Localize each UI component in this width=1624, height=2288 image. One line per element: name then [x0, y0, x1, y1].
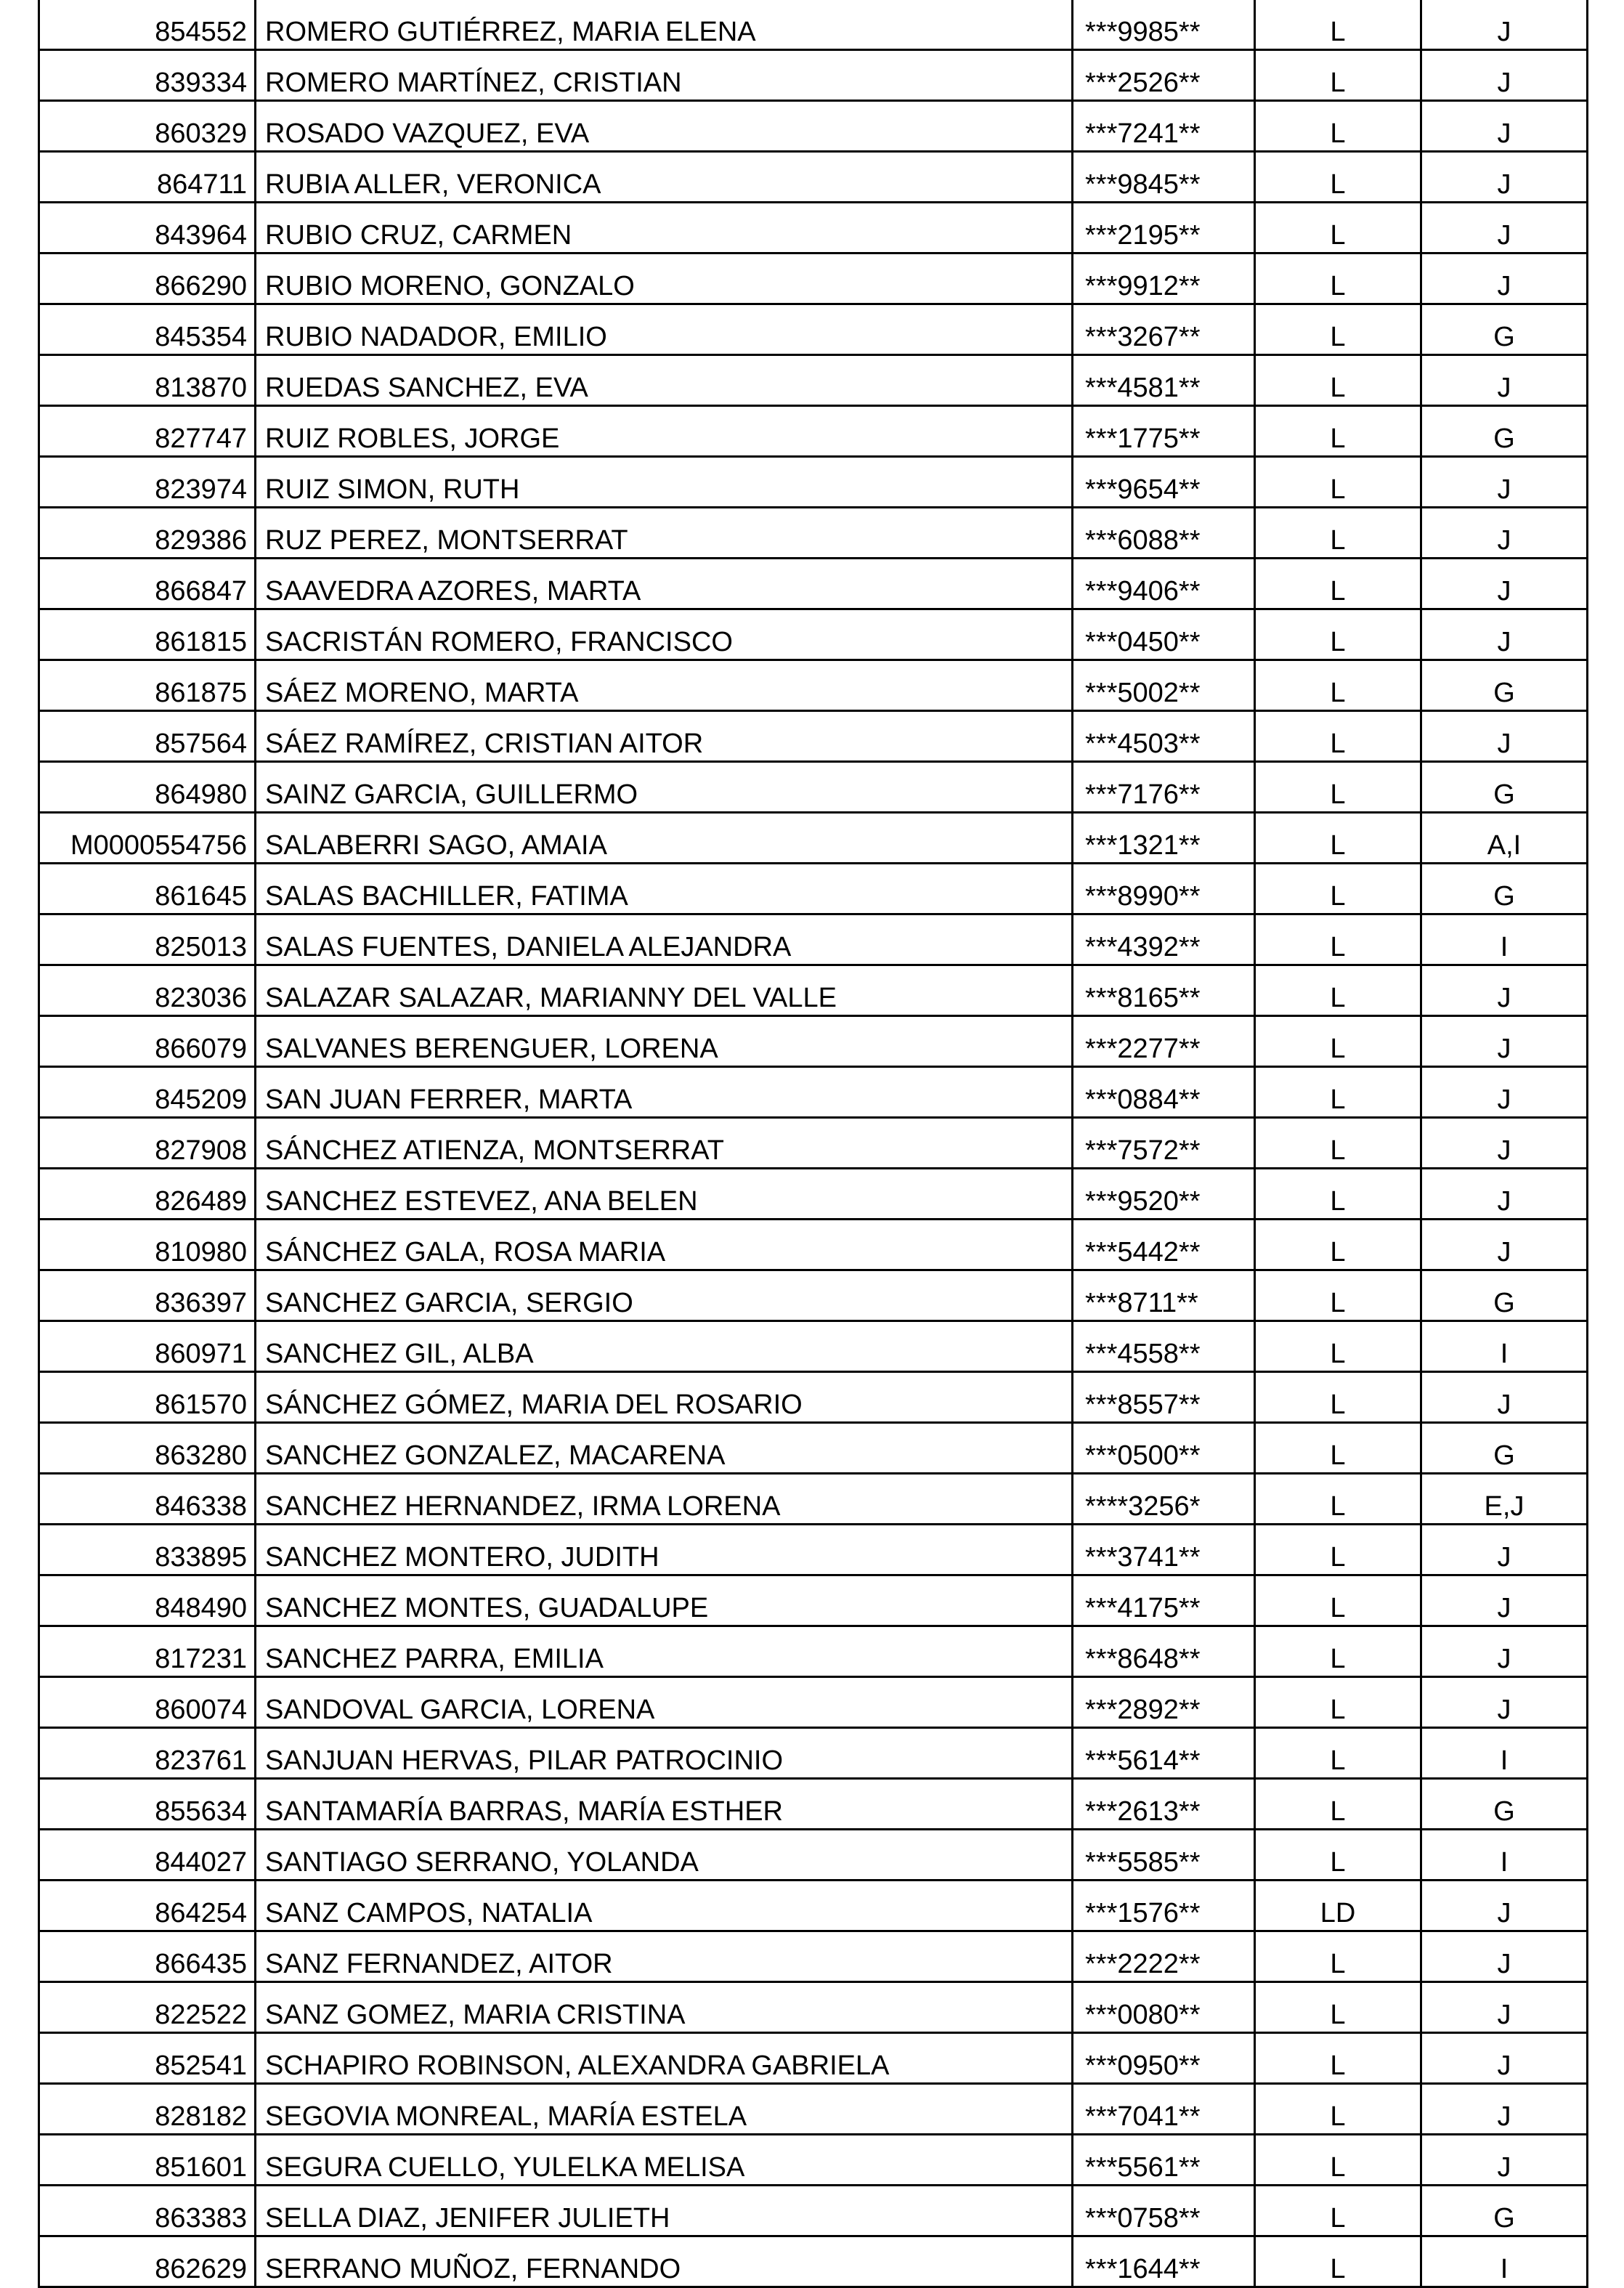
- cell-turno: L: [1255, 762, 1421, 813]
- cell-name: SANJUAN HERVAS, PILAR PATROCINIO: [256, 1728, 1073, 1779]
- cell-id: 823036: [39, 965, 256, 1016]
- cell-categoria: J: [1421, 1931, 1588, 1982]
- cell-turno: L: [1255, 1016, 1421, 1067]
- cell-categoria: I: [1421, 1728, 1588, 1779]
- cell-id: 846338: [39, 1474, 256, 1525]
- cell-turno: L: [1255, 1372, 1421, 1423]
- cell-id: 827747: [39, 406, 256, 457]
- cell-id: 843964: [39, 203, 256, 253]
- cell-id: 863280: [39, 1423, 256, 1474]
- cell-dni: ***0950**: [1073, 2033, 1255, 2084]
- cell-categoria: J: [1421, 559, 1588, 609]
- cell-id: 810980: [39, 1220, 256, 1270]
- table-row: [39, 1626, 1588, 1677]
- cell-categoria: J: [1421, 1220, 1588, 1270]
- cell-dni: ***1321**: [1073, 813, 1255, 864]
- cell-dni: ***9845**: [1073, 152, 1255, 203]
- cell-name: RUBIO NADADOR, EMILIO: [256, 304, 1073, 355]
- cell-name: RUBIO MORENO, GONZALO: [256, 253, 1073, 304]
- cell-turno: L: [1255, 406, 1421, 457]
- table-row: [39, 1830, 1588, 1881]
- cell-categoria: J: [1421, 1118, 1588, 1169]
- cell-name: SANCHEZ MONTES, GUADALUPE: [256, 1575, 1073, 1626]
- cell-turno: LD: [1255, 1881, 1421, 1931]
- cell-id: 833895: [39, 1525, 256, 1575]
- cell-categoria: G: [1421, 660, 1588, 711]
- cell-dni: ***2526**: [1073, 50, 1255, 101]
- cell-turno: L: [1255, 864, 1421, 914]
- table-row: [39, 762, 1588, 813]
- table-row: [39, 457, 1588, 508]
- cell-turno: L: [1255, 2186, 1421, 2236]
- cell-id: 864980: [39, 762, 256, 813]
- cell-id: 845209: [39, 1067, 256, 1118]
- table-row: [39, 253, 1588, 304]
- cell-categoria: J: [1421, 457, 1588, 508]
- cell-dni: ***0758**: [1073, 2186, 1255, 2236]
- cell-name: RUIZ SIMON, RUTH: [256, 457, 1073, 508]
- cell-categoria: J: [1421, 609, 1588, 660]
- cell-dni: ***2277**: [1073, 1016, 1255, 1067]
- cell-id: 823974: [39, 457, 256, 508]
- cell-id: 855634: [39, 1779, 256, 1830]
- cell-name: SANZ GOMEZ, MARIA CRISTINA: [256, 1982, 1073, 2033]
- cell-categoria: G: [1421, 406, 1588, 457]
- cell-turno: L: [1255, 609, 1421, 660]
- cell-name: ROSADO VAZQUEZ, EVA: [256, 101, 1073, 152]
- cell-dni: ***0500**: [1073, 1423, 1255, 1474]
- cell-name: SANCHEZ MONTERO, JUDITH: [256, 1525, 1073, 1575]
- table-row: [39, 152, 1588, 203]
- table-row: [39, 965, 1588, 1016]
- cell-turno: L: [1255, 1525, 1421, 1575]
- table-row: [39, 355, 1588, 406]
- cell-categoria: J: [1421, 965, 1588, 1016]
- cell-name: SÁNCHEZ GALA, ROSA MARIA: [256, 1220, 1073, 1270]
- cell-categoria: J: [1421, 253, 1588, 304]
- cell-id: 857564: [39, 711, 256, 762]
- cell-id: M0000554756: [39, 813, 256, 864]
- cell-dni: ***1644**: [1073, 2236, 1255, 2287]
- cell-turno: L: [1255, 355, 1421, 406]
- cell-turno: L: [1255, 457, 1421, 508]
- cell-name: SANCHEZ ESTEVEZ, ANA BELEN: [256, 1169, 1073, 1220]
- cell-categoria: J: [1421, 2033, 1588, 2084]
- cell-dni: ****3256*: [1073, 1474, 1255, 1525]
- cell-dni: ***9912**: [1073, 253, 1255, 304]
- cell-id: 861815: [39, 609, 256, 660]
- cell-id: 864254: [39, 1881, 256, 1931]
- cell-name: SALABERRI SAGO, AMAIA: [256, 813, 1073, 864]
- table-row: [39, 609, 1588, 660]
- table-row: [39, 2236, 1588, 2287]
- cell-turno: L: [1255, 101, 1421, 152]
- cell-name: SALAS FUENTES, DANIELA ALEJANDRA: [256, 914, 1073, 965]
- cell-categoria: G: [1421, 304, 1588, 355]
- table-row: [39, 711, 1588, 762]
- table-row: [39, 50, 1588, 101]
- cell-dni: ***1576**: [1073, 1881, 1255, 1931]
- cell-turno: L: [1255, 1270, 1421, 1321]
- table-row: [39, 1169, 1588, 1220]
- cell-name: RUZ PEREZ, MONTSERRAT: [256, 508, 1073, 559]
- cell-id: 864711: [39, 152, 256, 203]
- cell-categoria: J: [1421, 1169, 1588, 1220]
- cell-categoria: J: [1421, 355, 1588, 406]
- table-row: [39, 203, 1588, 253]
- cell-dni: ***7572**: [1073, 1118, 1255, 1169]
- cell-id: 813870: [39, 355, 256, 406]
- cell-dni: ***9520**: [1073, 1169, 1255, 1220]
- cell-name: SALAZAR SALAZAR, MARIANNY DEL VALLE: [256, 965, 1073, 1016]
- cell-dni: ***4503**: [1073, 711, 1255, 762]
- cell-categoria: A,I: [1421, 813, 1588, 864]
- table-row: [39, 1728, 1588, 1779]
- cell-categoria: J: [1421, 203, 1588, 253]
- table-row: [39, 559, 1588, 609]
- cell-dni: ***0884**: [1073, 1067, 1255, 1118]
- table-row: [39, 1931, 1588, 1982]
- cell-dni: ***4581**: [1073, 355, 1255, 406]
- cell-turno: L: [1255, 1321, 1421, 1372]
- cell-dni: ***8557**: [1073, 1372, 1255, 1423]
- cell-categoria: I: [1421, 1830, 1588, 1881]
- cell-id: 852541: [39, 2033, 256, 2084]
- cell-turno: L: [1255, 660, 1421, 711]
- cell-categoria: J: [1421, 152, 1588, 203]
- cell-id: 851601: [39, 2135, 256, 2186]
- cell-categoria: J: [1421, 1575, 1588, 1626]
- cell-id: 823761: [39, 1728, 256, 1779]
- cell-id: 861570: [39, 1372, 256, 1423]
- cell-id: 839334: [39, 50, 256, 101]
- cell-name: SANTAMARÍA BARRAS, MARÍA ESTHER: [256, 1779, 1073, 1830]
- table-row: [39, 1067, 1588, 1118]
- cell-name: SANZ CAMPOS, NATALIA: [256, 1881, 1073, 1931]
- cell-name: SÁNCHEZ ATIENZA, MONTSERRAT: [256, 1118, 1073, 1169]
- cell-name: SANCHEZ GIL, ALBA: [256, 1321, 1073, 1372]
- cell-dni: ***2613**: [1073, 1779, 1255, 1830]
- cell-turno: L: [1255, 813, 1421, 864]
- cell-dni: ***5442**: [1073, 1220, 1255, 1270]
- cell-categoria: G: [1421, 1423, 1588, 1474]
- cell-name: RUEDAS SANCHEZ, EVA: [256, 355, 1073, 406]
- cell-name: SEGURA CUELLO, YULELKA MELISA: [256, 2135, 1073, 2186]
- cell-dni: ***5561**: [1073, 2135, 1255, 2186]
- cell-categoria: J: [1421, 1626, 1588, 1677]
- cell-id: 861645: [39, 864, 256, 914]
- table-row: [39, 914, 1588, 965]
- cell-categoria: G: [1421, 864, 1588, 914]
- cell-turno: L: [1255, 1169, 1421, 1220]
- cell-categoria: J: [1421, 2135, 1588, 2186]
- cell-id: 866290: [39, 253, 256, 304]
- table-row: [39, 1372, 1588, 1423]
- cell-turno: L: [1255, 1220, 1421, 1270]
- cell-categoria: I: [1421, 1321, 1588, 1372]
- cell-id: 822522: [39, 1982, 256, 2033]
- cell-turno: L: [1255, 1982, 1421, 2033]
- cell-name: SELLA DIAZ, JENIFER JULIETH: [256, 2186, 1073, 2236]
- table-row: [39, 1982, 1588, 2033]
- cell-id: 848490: [39, 1575, 256, 1626]
- cell-turno: L: [1255, 1575, 1421, 1626]
- table-row: [39, 813, 1588, 864]
- cell-categoria: J: [1421, 1525, 1588, 1575]
- cell-categoria: J: [1421, 0, 1588, 50]
- table-row: [39, 2033, 1588, 2084]
- table-row: [39, 1525, 1588, 1575]
- cell-name: SAINZ GARCIA, GUILLERMO: [256, 762, 1073, 813]
- cell-name: SÁEZ MORENO, MARTA: [256, 660, 1073, 711]
- cell-id: 836397: [39, 1270, 256, 1321]
- cell-turno: L: [1255, 1626, 1421, 1677]
- cell-dni: ***5585**: [1073, 1830, 1255, 1881]
- cell-id: 829386: [39, 508, 256, 559]
- cell-categoria: J: [1421, 101, 1588, 152]
- cell-dni: ***2892**: [1073, 1677, 1255, 1728]
- cell-id: 845354: [39, 304, 256, 355]
- cell-id: 826489: [39, 1169, 256, 1220]
- cell-dni: ***8165**: [1073, 965, 1255, 1016]
- table-row: [39, 1881, 1588, 1931]
- cell-dni: ***9406**: [1073, 559, 1255, 609]
- cell-turno: L: [1255, 1931, 1421, 1982]
- cell-turno: L: [1255, 2084, 1421, 2135]
- table-row: [39, 1474, 1588, 1525]
- table-row: [39, 508, 1588, 559]
- cell-categoria: G: [1421, 762, 1588, 813]
- table-row: [39, 406, 1588, 457]
- cell-categoria: G: [1421, 1779, 1588, 1830]
- cell-turno: L: [1255, 1474, 1421, 1525]
- cell-name: SANCHEZ GARCIA, SERGIO: [256, 1270, 1073, 1321]
- table-row: [39, 1321, 1588, 1372]
- table-body: [39, 0, 1588, 2287]
- cell-dni: ***8711**: [1073, 1270, 1255, 1321]
- cell-dni: ***8990**: [1073, 864, 1255, 914]
- cell-categoria: I: [1421, 2236, 1588, 2287]
- cell-id: 860074: [39, 1677, 256, 1728]
- cell-name: SANTIAGO SERRANO, YOLANDA: [256, 1830, 1073, 1881]
- cell-dni: ***1775**: [1073, 406, 1255, 457]
- cell-dni: ***3267**: [1073, 304, 1255, 355]
- cell-categoria: J: [1421, 711, 1588, 762]
- cell-name: SACRISTÁN ROMERO, FRANCISCO: [256, 609, 1073, 660]
- table-row: [39, 101, 1588, 152]
- table-row: [39, 864, 1588, 914]
- cell-categoria: G: [1421, 1270, 1588, 1321]
- cell-dni: ***0080**: [1073, 1982, 1255, 2033]
- table-row: [39, 304, 1588, 355]
- cell-turno: L: [1255, 152, 1421, 203]
- cell-dni: ***4558**: [1073, 1321, 1255, 1372]
- cell-id: 825013: [39, 914, 256, 965]
- cell-dni: ***2222**: [1073, 1931, 1255, 1982]
- cell-name: ROMERO MARTÍNEZ, CRISTIAN: [256, 50, 1073, 101]
- cell-name: SÁNCHEZ GÓMEZ, MARIA DEL ROSARIO: [256, 1372, 1073, 1423]
- cell-turno: L: [1255, 0, 1421, 50]
- cell-dni: ***9654**: [1073, 457, 1255, 508]
- table-row: [39, 2135, 1588, 2186]
- table-row: [39, 0, 1588, 50]
- cell-dni: ***0450**: [1073, 609, 1255, 660]
- cell-name: SANCHEZ GONZALEZ, MACARENA: [256, 1423, 1073, 1474]
- cell-categoria: G: [1421, 2186, 1588, 2236]
- table-row: [39, 1423, 1588, 1474]
- table-row: [39, 1016, 1588, 1067]
- cell-name: SALVANES BERENGUER, LORENA: [256, 1016, 1073, 1067]
- cell-dni: ***4392**: [1073, 914, 1255, 965]
- cell-categoria: J: [1421, 2084, 1588, 2135]
- cell-turno: L: [1255, 1423, 1421, 1474]
- table-row: [39, 1270, 1588, 1321]
- cell-categoria: J: [1421, 508, 1588, 559]
- cell-id: 866847: [39, 559, 256, 609]
- cell-turno: L: [1255, 711, 1421, 762]
- cell-turno: L: [1255, 2033, 1421, 2084]
- cell-dni: ***7241**: [1073, 101, 1255, 152]
- cell-id: 817231: [39, 1626, 256, 1677]
- cell-turno: L: [1255, 203, 1421, 253]
- table-row: [39, 1779, 1588, 1830]
- cell-categoria: E,J: [1421, 1474, 1588, 1525]
- cell-turno: L: [1255, 1728, 1421, 1779]
- cell-name: ROMERO GUTIÉRREZ, MARIA ELENA: [256, 0, 1073, 50]
- cell-categoria: J: [1421, 1881, 1588, 1931]
- cell-turno: L: [1255, 2236, 1421, 2287]
- cell-id: 860971: [39, 1321, 256, 1372]
- cell-categoria: J: [1421, 1372, 1588, 1423]
- cell-id: 866435: [39, 1931, 256, 1982]
- cell-name: SANCHEZ HERNANDEZ, IRMA LORENA: [256, 1474, 1073, 1525]
- cell-turno: L: [1255, 1118, 1421, 1169]
- table-row: [39, 1118, 1588, 1169]
- cell-name: SANCHEZ PARRA, EMILIA: [256, 1626, 1073, 1677]
- cell-id: 860329: [39, 101, 256, 152]
- cell-name: SAN JUAN FERRER, MARTA: [256, 1067, 1073, 1118]
- cell-turno: L: [1255, 1779, 1421, 1830]
- cell-name: RUBIA ALLER, VERONICA: [256, 152, 1073, 203]
- cell-id: 866079: [39, 1016, 256, 1067]
- cell-dni: ***7041**: [1073, 2084, 1255, 2135]
- cell-turno: L: [1255, 559, 1421, 609]
- cell-categoria: J: [1421, 1677, 1588, 1728]
- cell-categoria: J: [1421, 1067, 1588, 1118]
- table-row: [39, 2186, 1588, 2236]
- cell-turno: L: [1255, 253, 1421, 304]
- cell-id: 827908: [39, 1118, 256, 1169]
- cell-id: 861875: [39, 660, 256, 711]
- table-row: [39, 660, 1588, 711]
- cell-turno: L: [1255, 50, 1421, 101]
- cell-name: SÁEZ RAMÍREZ, CRISTIAN AITOR: [256, 711, 1073, 762]
- cell-name: SEGOVIA MONREAL, MARÍA ESTELA: [256, 2084, 1073, 2135]
- cell-name: SANZ FERNANDEZ, AITOR: [256, 1931, 1073, 1982]
- cell-turno: L: [1255, 1067, 1421, 1118]
- cell-turno: L: [1255, 304, 1421, 355]
- table-row: [39, 2084, 1588, 2135]
- cell-id: 844027: [39, 1830, 256, 1881]
- cell-id: 863383: [39, 2186, 256, 2236]
- cell-turno: L: [1255, 1830, 1421, 1881]
- cell-dni: ***9985**: [1073, 0, 1255, 50]
- cell-dni: ***3741**: [1073, 1525, 1255, 1575]
- cell-dni: ***7176**: [1073, 762, 1255, 813]
- cell-name: RUIZ ROBLES, JORGE: [256, 406, 1073, 457]
- cell-turno: L: [1255, 508, 1421, 559]
- cell-id: 828182: [39, 2084, 256, 2135]
- cell-categoria: I: [1421, 914, 1588, 965]
- cell-name: RUBIO CRUZ, CARMEN: [256, 203, 1073, 253]
- cell-dni: ***2195**: [1073, 203, 1255, 253]
- cell-dni: ***4175**: [1073, 1575, 1255, 1626]
- cell-id: 854552: [39, 0, 256, 50]
- table-row: [39, 1575, 1588, 1626]
- cell-turno: L: [1255, 2135, 1421, 2186]
- cell-dni: ***8648**: [1073, 1626, 1255, 1677]
- candidate-table: [38, 0, 1588, 2288]
- cell-name: SANDOVAL GARCIA, LORENA: [256, 1677, 1073, 1728]
- cell-turno: L: [1255, 965, 1421, 1016]
- cell-turno: L: [1255, 914, 1421, 965]
- cell-dni: ***6088**: [1073, 508, 1255, 559]
- cell-categoria: J: [1421, 1016, 1588, 1067]
- cell-dni: ***5002**: [1073, 660, 1255, 711]
- table-row: [39, 1220, 1588, 1270]
- cell-turno: L: [1255, 1677, 1421, 1728]
- cell-id: 862629: [39, 2236, 256, 2287]
- cell-categoria: J: [1421, 50, 1588, 101]
- cell-name: SAAVEDRA AZORES, MARTA: [256, 559, 1073, 609]
- cell-name: SALAS BACHILLER, FATIMA: [256, 864, 1073, 914]
- cell-name: SERRANO MUÑOZ, FERNANDO: [256, 2236, 1073, 2287]
- table-row: [39, 1677, 1588, 1728]
- cell-categoria: J: [1421, 1982, 1588, 2033]
- cell-name: SCHAPIRO ROBINSON, ALEXANDRA GABRIELA: [256, 2033, 1073, 2084]
- cell-dni: ***5614**: [1073, 1728, 1255, 1779]
